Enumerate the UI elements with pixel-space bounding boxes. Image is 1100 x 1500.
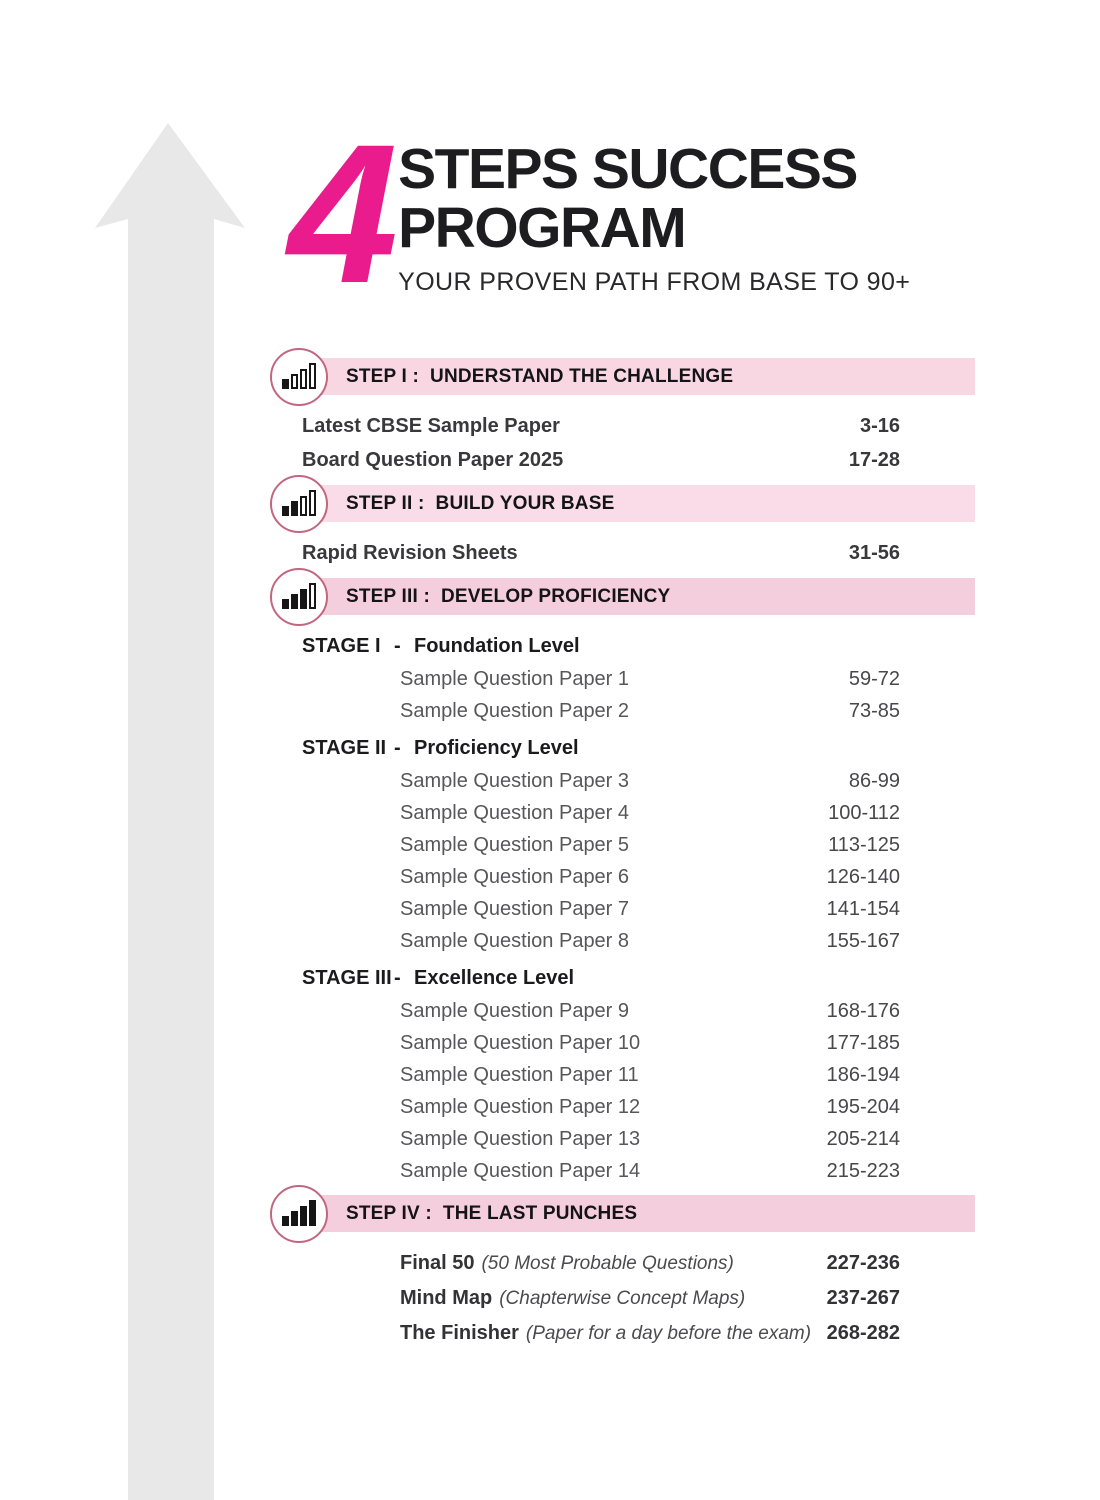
bar-outline <box>309 583 316 609</box>
stage-3-heading <box>302 961 900 995</box>
bar-outline <box>291 374 298 389</box>
step-1-band <box>300 358 975 395</box>
entry-title: Sample Question Paper 10 <box>400 1032 641 1054</box>
bar-chart-2of4-icon <box>270 475 328 533</box>
bar-chart-1of4-icon <box>270 348 328 406</box>
entry-pages: 168-176 <box>826 1000 900 1022</box>
step-1-title: UNDERSTAND THE CHALLENGE <box>430 365 734 387</box>
entry-pages: 86-99 <box>848 770 900 792</box>
stage-label: STAGE I <box>302 635 381 657</box>
stage-separator: - <box>394 737 401 759</box>
bar-chart-4of4-icon <box>270 1185 328 1243</box>
bar-filled <box>282 1216 289 1226</box>
title-block <box>398 132 910 297</box>
step-1-section <box>270 358 975 477</box>
entry-title: Sample Question Paper 8 <box>400 930 630 952</box>
entry-pages: 268-282 <box>826 1322 900 1344</box>
entry-title <box>400 1281 745 1316</box>
entry-note: (Paper for a day before the exam) <box>525 1323 812 1344</box>
entry-pages: 177-185 <box>826 1032 900 1054</box>
stage-title: Excellence Level <box>414 967 575 989</box>
step-2-entries <box>302 536 900 570</box>
toc-entry <box>302 1246 900 1281</box>
step-1-entries <box>302 409 900 477</box>
entry-pages: 215-223 <box>826 1160 900 1182</box>
toc-entry <box>302 1123 900 1155</box>
entry-pages: 113-125 <box>828 834 900 856</box>
entry-title: Sample Question Paper 1 <box>400 668 630 690</box>
entry-pages: 3-16 <box>859 415 900 437</box>
step-4-entries <box>302 1246 900 1351</box>
toc-entry <box>302 695 900 727</box>
bar-outline <box>300 496 307 516</box>
bar-filled <box>282 379 289 389</box>
toc-entry <box>302 995 900 1027</box>
entry-pages: 73-85 <box>848 700 900 722</box>
bar-filled <box>282 506 289 516</box>
entry-pages: 195-204 <box>826 1096 900 1118</box>
page-subtitle: YOUR PROVEN PATH FROM BASE TO 90+ <box>398 268 911 296</box>
entry-pages: 205-214 <box>826 1128 900 1150</box>
stage-separator: - <box>394 635 401 657</box>
toc-entry <box>302 1059 900 1091</box>
entry-title: Sample Question Paper 14 <box>400 1160 641 1182</box>
step-2-label: STEP II : <box>346 492 425 514</box>
entry-pages: 31-56 <box>848 542 900 564</box>
entry-title: Sample Question Paper 7 <box>400 898 630 920</box>
toc-entry <box>302 1027 900 1059</box>
step-2-band <box>300 485 975 522</box>
stage-title: Proficiency Level <box>414 737 579 759</box>
entry-title: Sample Question Paper 2 <box>400 700 630 722</box>
stage-2-heading <box>302 731 900 765</box>
entry-title-text: Mind Map <box>400 1287 493 1309</box>
stage-label: STAGE III <box>302 967 392 989</box>
bar-outline <box>300 369 307 389</box>
bar-outline <box>309 363 316 389</box>
toc-entry <box>302 663 900 695</box>
entry-title: Sample Question Paper 5 <box>400 834 630 856</box>
entry-title: Sample Question Paper 12 <box>400 1096 641 1118</box>
step-4-section <box>270 1195 975 1351</box>
stage-separator: - <box>394 967 401 989</box>
entry-title: Latest CBSE Sample Paper <box>302 415 560 437</box>
toc-entry <box>302 409 900 443</box>
step-3-title: DEVELOP PROFICIENCY <box>441 585 671 607</box>
entry-pages: 141-154 <box>826 898 900 920</box>
step-4-title: THE LAST PUNCHES <box>442 1202 638 1224</box>
up-arrow-graphic <box>95 123 245 1500</box>
bar-outline <box>309 490 316 516</box>
bar-filled <box>309 1200 316 1226</box>
page-title-line1: STEPS SUCCESS <box>398 137 857 201</box>
stage-1-heading <box>302 629 900 663</box>
entry-title: Sample Question Paper 13 <box>400 1128 641 1150</box>
entry-title: Sample Question Paper 11 <box>400 1064 639 1086</box>
entry-note: (Chapterwise Concept Maps) <box>499 1288 746 1309</box>
toc-entry <box>302 925 900 957</box>
step-4-label: STEP IV : <box>346 1202 432 1224</box>
step-3-band <box>300 578 975 615</box>
entry-title: Sample Question Paper 3 <box>400 770 630 792</box>
toc-entry <box>302 765 900 797</box>
entry-title-text: Final 50 <box>400 1252 475 1274</box>
entry-title: Sample Question Paper 4 <box>400 802 630 824</box>
bar-filled <box>300 589 307 609</box>
entry-pages: 227-236 <box>826 1252 900 1274</box>
bar-filled <box>300 1206 307 1226</box>
entry-title: Board Question Paper 2025 <box>302 449 564 471</box>
toc-entry <box>302 861 900 893</box>
toc-entry <box>302 797 900 829</box>
entry-pages: 17-28 <box>848 449 900 471</box>
bar-filled <box>282 599 289 609</box>
page-title-line2: PROGRAM <box>398 196 686 260</box>
step-2-title: BUILD YOUR BASE <box>435 492 615 514</box>
bar-filled <box>291 1211 298 1226</box>
entry-pages: 237-267 <box>826 1287 900 1309</box>
entry-pages: 155-167 <box>826 930 900 952</box>
toc-entry <box>302 829 900 861</box>
toc-entry <box>302 1155 900 1187</box>
toc-entry <box>302 536 900 570</box>
bar-filled <box>291 594 298 609</box>
toc-entry <box>302 1281 900 1316</box>
step-4-band <box>300 1195 975 1232</box>
toc-entry <box>302 1091 900 1123</box>
entry-pages: 126-140 <box>826 866 900 888</box>
stage-label: STAGE II <box>302 737 387 759</box>
bar-chart-3of4-icon <box>270 568 328 626</box>
toc-entry <box>302 1316 900 1351</box>
step-2-section <box>270 485 975 570</box>
entry-title-text: The Finisher <box>400 1322 519 1344</box>
toc-entry <box>302 893 900 925</box>
step-3-section <box>270 578 975 1187</box>
entry-title <box>400 1316 811 1351</box>
step-3-label: STEP III : <box>346 585 431 607</box>
entry-title: Rapid Revision Sheets <box>302 542 518 564</box>
entry-title: Sample Question Paper 9 <box>400 1000 630 1022</box>
entry-title: Sample Question Paper 6 <box>400 866 630 888</box>
toc-entry <box>302 443 900 477</box>
entry-title <box>400 1246 734 1281</box>
step-3-entries <box>302 629 900 1187</box>
entry-pages: 100-112 <box>828 802 900 824</box>
table-of-contents <box>270 358 975 1351</box>
step-1-label: STEP I : <box>346 365 420 387</box>
entry-pages: 186-194 <box>826 1064 900 1086</box>
entry-note: (50 Most Probable Questions) <box>481 1253 734 1274</box>
bar-filled <box>291 501 298 516</box>
step-count-numeral: 4 <box>288 103 393 324</box>
entry-pages: 59-72 <box>848 668 900 690</box>
stage-title: Foundation Level <box>414 635 580 657</box>
header <box>288 103 911 324</box>
